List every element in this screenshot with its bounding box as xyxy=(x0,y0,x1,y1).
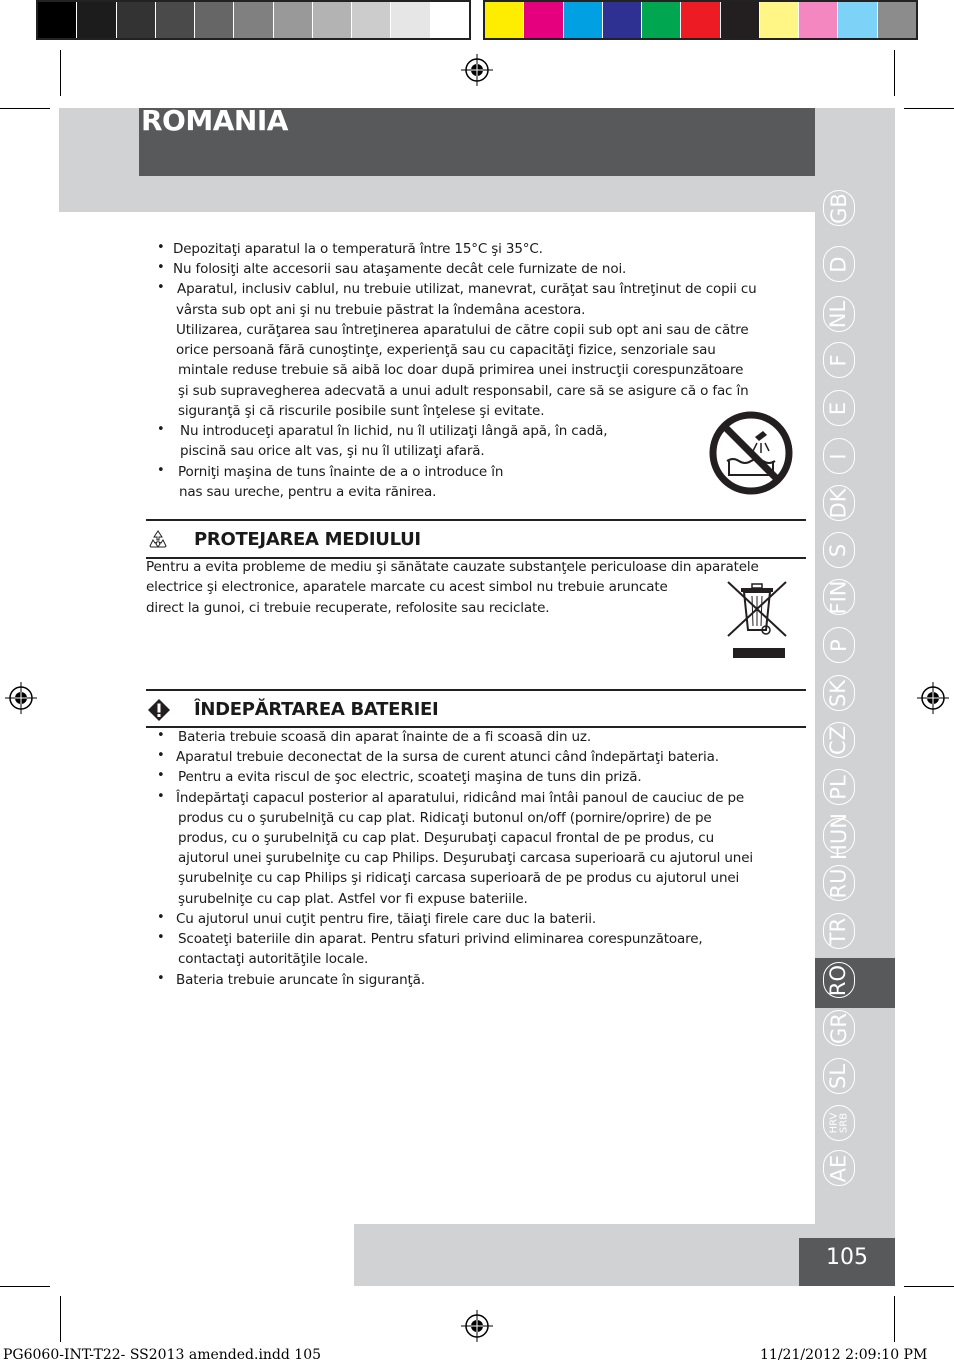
language-tab-f[interactable] xyxy=(823,342,855,378)
no-water-icon xyxy=(707,409,795,497)
crop-mark xyxy=(904,108,954,109)
text-line: Aparatul, inclusiv cablul, nu trebuie utilizat, manevrat, curăţat sau întreţinut de copii cu xyxy=(177,281,757,297)
text-line: Cu ajutorul unui cuţit pentru fire, tăiaţi firele care duc la baterii. xyxy=(176,911,596,927)
color-swatch xyxy=(877,2,916,38)
page-title: ROMANIA xyxy=(141,104,288,137)
language-tab-gr[interactable] xyxy=(823,1010,855,1046)
language-tab-label: PL xyxy=(826,774,851,800)
color-swatch xyxy=(798,2,837,38)
color-swatch xyxy=(720,2,759,38)
language-tab-label: I xyxy=(826,452,851,460)
text-line: Nu folosiţi alte accesorii sau ataşamente decât cele furnizate de noi. xyxy=(173,261,627,277)
text-line: siguranţă şi că riscurile posibile sunt înţelese şi evitate. xyxy=(178,403,545,419)
language-tab-label: GB xyxy=(826,192,851,224)
text-line: nas sau ureche, pentru a evita rănirea. xyxy=(179,484,437,500)
bullet: • xyxy=(157,789,165,804)
environment-heading: PROTEJAREA MEDIULUI xyxy=(194,529,421,550)
bullet: • xyxy=(157,422,165,437)
crop-mark xyxy=(60,50,61,96)
language-tab-dk[interactable] xyxy=(823,485,855,521)
color-swatch xyxy=(233,2,272,38)
text-line: piscină sau orice alt vas, şi nu îl utilizaţi afară. xyxy=(180,443,485,459)
language-tab-hrv-srb[interactable] xyxy=(823,1105,855,1141)
color-swatch xyxy=(837,2,876,38)
text-line: Pentru a evita riscul de şoc electric, scoateţi maşina de tuns din priză. xyxy=(178,769,642,785)
color-swatch xyxy=(116,2,155,38)
language-tab-label: SL xyxy=(826,1063,851,1089)
language-tab-label: DK xyxy=(826,488,851,518)
language-tab-fin[interactable] xyxy=(823,579,855,615)
language-tab-ru[interactable] xyxy=(823,865,855,901)
language-tab-label: HRV SRB xyxy=(827,1112,849,1134)
language-tab-ro[interactable] xyxy=(823,962,855,998)
registration-mark-icon xyxy=(917,682,949,714)
color-swatch xyxy=(312,2,351,38)
color-swatch xyxy=(273,2,312,38)
color-swatch xyxy=(641,2,680,38)
bullet: • xyxy=(157,971,165,986)
color-swatch xyxy=(759,2,798,38)
warning-icon xyxy=(147,698,171,722)
text-line: şurubelniţe cu cap plat. Astfel vor fi expuse bateriile. xyxy=(178,891,528,907)
color-swatch xyxy=(680,2,719,38)
page-number: 105 xyxy=(826,1245,868,1270)
language-tab-label: AE xyxy=(826,1154,851,1182)
language-tab-label: F xyxy=(826,353,851,367)
language-tab-pl[interactable] xyxy=(823,769,855,805)
color-swatch xyxy=(523,2,562,38)
text-line: Nu introduceţi aparatul în lichid, nu îl utilizaţi lângă apă, în cadă, xyxy=(180,423,608,439)
color-swatch xyxy=(485,2,523,38)
language-tab-label: TR xyxy=(826,917,851,945)
bullet: • xyxy=(157,748,165,763)
language-tab-sl[interactable] xyxy=(823,1058,855,1094)
language-tab-sk[interactable] xyxy=(823,675,855,711)
language-tab-label: S xyxy=(826,543,851,557)
bullet: • xyxy=(157,260,165,275)
language-tab-tr[interactable] xyxy=(823,913,855,949)
crop-mark xyxy=(894,1296,895,1342)
crop-mark xyxy=(0,1286,50,1287)
crop-mark xyxy=(904,1286,954,1287)
text-line: Pentru a evita probleme de mediu şi sănătate cauzate substanţele periculoase din aparatele xyxy=(146,559,759,575)
color-swatch xyxy=(390,2,429,38)
color-swatch xyxy=(563,2,602,38)
color-swatch xyxy=(194,2,233,38)
text-line: şi sub supravegherea adecvată a unui adult responsabil, care să se asigure că o fac în xyxy=(178,383,749,399)
bullet: • xyxy=(157,463,165,478)
text-line: produs, cu o şurubelniţă cu cap plat. Deşurubaţi capacul frontal de pe produs, cu xyxy=(178,830,714,846)
language-tab-nl[interactable] xyxy=(823,296,855,332)
text-line: Bateria trebuie aruncate în siguranţă. xyxy=(176,972,425,988)
text-line: Îndepărtaţi capacul posterior al aparatului, ridicând mai întâi panoul de cauciuc de pe xyxy=(176,790,745,806)
crop-mark xyxy=(894,50,895,96)
language-tab-label: RO xyxy=(826,964,851,996)
language-tab-label: NL xyxy=(826,300,851,328)
color-swatch xyxy=(155,2,194,38)
bullet: • xyxy=(157,768,165,783)
color-swatch xyxy=(602,2,641,38)
language-tab-e[interactable] xyxy=(823,390,855,426)
language-tab-cz[interactable] xyxy=(823,722,855,758)
text-line: produs cu o şurubelniţă cu cap plat. Ridicaţi butonul on/off (pornire/oprire) de pe xyxy=(178,810,712,826)
language-tab-label: CZ xyxy=(826,725,851,755)
bullet: • xyxy=(157,728,165,743)
color-swatch xyxy=(430,2,469,38)
language-tab-label: P xyxy=(826,638,851,652)
bullet: • xyxy=(157,910,165,925)
text-line: Scoateţi bateriile din aparat. Pentru sfaturi privind eliminarea corespunzătoare, xyxy=(178,931,703,947)
language-tab-gb[interactable] xyxy=(823,190,855,226)
text-line: Aparatul trebuie deconectat de la sursa de curent atunci când îndepărtaţi bateria. xyxy=(176,749,719,765)
language-tab-label: E xyxy=(826,401,851,415)
language-tab-label: HUN xyxy=(826,812,851,860)
process-color-bar xyxy=(483,0,918,40)
recycle-icon xyxy=(147,529,169,551)
color-swatch xyxy=(76,2,115,38)
text-line: ajutorul unei şurubelniţe cu cap Philips. Deşurubaţi carcasa superioară cu ajutorul unei xyxy=(178,850,753,866)
crossed-bin-icon xyxy=(724,578,790,660)
battery-heading: ÎNDEPĂRTAREA BATERIEI xyxy=(194,699,439,720)
registration-mark-icon xyxy=(461,54,493,86)
section-divider xyxy=(146,519,806,521)
bullet: • xyxy=(157,930,165,945)
text-line: Bateria trebuie scoasă din aparat înainte de a fi scoasă din uz. xyxy=(178,729,591,745)
language-tab-hun[interactable] xyxy=(823,812,855,860)
footer-filename: PG6060-INT-T22- SS2013 amended.indd 105 xyxy=(3,1347,322,1363)
text-line: mintale reduse trebuie să aibă loc doar după primirea unei instrucţii corespunzătoare xyxy=(178,362,744,378)
language-tab-label: GR xyxy=(826,1012,851,1044)
text-line: contactaţi autorităţile locale. xyxy=(178,951,369,967)
text-line: Porniţi maşina de tuns înainte de a o introduce în xyxy=(178,464,504,480)
language-tab-label: FIN xyxy=(826,580,851,614)
crop-mark xyxy=(60,1296,61,1342)
text-line: vârsta sub opt ani şi nu trebuie păstrat la îndemâna acestora. xyxy=(176,302,586,318)
text-line: şurubelniţe cu cap Philips şi ridicaţi carcasa superioară de pe produs cu ajutorul unei xyxy=(178,870,740,886)
text-line: orice persoană fără cunoştinţe, experienţă sau cu capacităţi fizice, senzoriale sau xyxy=(176,342,716,358)
language-tab-label: SK xyxy=(826,679,851,707)
language-tab-s[interactable] xyxy=(823,532,855,568)
registration-mark-icon xyxy=(461,1310,493,1342)
bullet: • xyxy=(157,240,165,255)
grayscale-color-bar xyxy=(36,0,471,40)
bullet: • xyxy=(157,280,165,295)
language-tab-d[interactable] xyxy=(823,246,855,282)
text-line: Utilizarea, curăţarea sau întreţinerea aparatului de către copii sub opt ani sau de către xyxy=(176,322,749,338)
crop-mark xyxy=(0,108,50,109)
language-tab-ae[interactable] xyxy=(823,1150,855,1186)
text-line: electrice şi electronice, aparatele marcate cu acest simbol nu trebuie aruncate xyxy=(146,579,668,595)
color-swatch xyxy=(38,2,76,38)
text-line: Depozitaţi aparatul la o temperatură între 15°C şi 35°C. xyxy=(173,241,543,257)
footer-datetime: 11/21/2012 2:09:10 PM xyxy=(760,1347,928,1363)
text-line: direct la gunoi, ci trebuie recuperate, refolosite sau reciclate. xyxy=(146,600,550,616)
color-swatch xyxy=(351,2,390,38)
language-tab-label: RU xyxy=(826,868,851,898)
language-tab-label: D xyxy=(826,255,851,273)
section-divider xyxy=(146,689,806,691)
language-tab-i[interactable] xyxy=(823,438,855,474)
registration-mark-icon xyxy=(5,682,37,714)
language-tab-p[interactable] xyxy=(823,627,855,663)
